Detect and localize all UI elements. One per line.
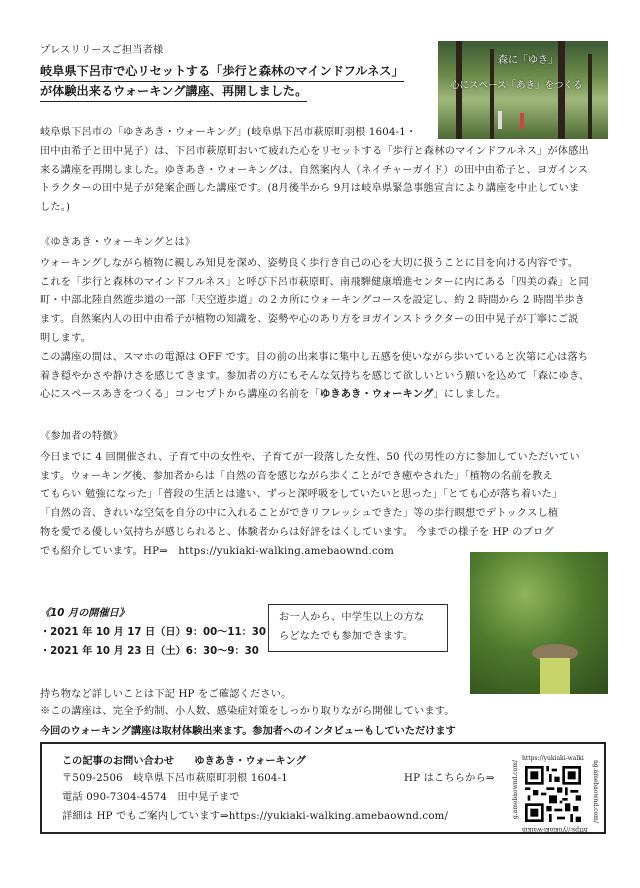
participants-line: てもらい 勉強になった」「普段の生活とは違い、ずっと深呼吸をしていたいと思った」「とても心が落ち着いた」 [40, 489, 563, 501]
contact-details[interactable]: 詳細は HP でもご案内しています⇒https://yukiaki-walking.amebaownd.com/ [62, 811, 449, 822]
qr-code[interactable] [525, 766, 581, 822]
about-line-text: 心にスペースあきをつくる」コンセプトから講座の名前を「 [40, 389, 320, 401]
schedule-heading: 《10 月の開催日》 [40, 608, 130, 619]
intro-line: トラクターの田中晃子が発案企画した講座です。(8月後半から 9月は岐阜県緊急事態宣言により講座を中止していま [40, 183, 580, 195]
title-line-2: が体験出来るウォーキング講座、再開しました。 [40, 82, 307, 102]
recipient: プレスリリースご担当者様 [40, 45, 164, 56]
schedule-date: ・2021 年 10 月 17 日（日）9：00～11：30 [40, 627, 266, 638]
participants-line: 今日までに 4 回開催され、子育て中の女性や、子育てが一段落した女性、50 代の男性の方に参加していただいてい [40, 451, 580, 463]
contact-phone: 電話 090-7304-4574 田中晃子まで [62, 792, 240, 803]
section-heading: 《参加者の特徴》 [40, 431, 124, 442]
note-line: らどなたでも参加できます。 [279, 630, 414, 642]
schedule-date: ・2021 年 10 月 23 日（土）6：30～9：30 [40, 646, 259, 657]
qr-url-top: https://yukiaki-walki [522, 755, 584, 762]
intro-line: 岐阜県下呂市の「ゆきあき・ウォーキング」(岐阜県下呂市萩原町羽根 1604-1・ [40, 127, 417, 138]
intro-line: 田中由希子と田中晃子）は、下呂市萩原町おいて疲れた心をリセットする「歩行と森林のマインドフルネス」が体感出 [40, 145, 589, 157]
about-line-text: 」にしました。 [433, 389, 507, 401]
participant-photo [470, 552, 608, 694]
note-line: お一人から、中学生以上の方な [279, 612, 425, 623]
qr-code-icon [525, 766, 581, 822]
about-line-last [40, 386, 589, 405]
intro-paragraph [40, 124, 589, 218]
participants-line: 「自然の音、きれいな空気を自分の中に入れることができリフレッシュできた」等の歩行瞑想でデトックスし植 [40, 508, 559, 520]
participants-section [40, 428, 580, 562]
title-line-1: 岐阜県下呂市で心リセットする「歩行と森林のマインドフルネス」 [40, 62, 404, 82]
participants-line: ます。ウォーキング後、参加者からは「自然の音を感じながら歩くことができ癒やされた」「植物の名前を教え [40, 470, 553, 482]
about-line: この講座の間は、スマホの電源は OFF です。目の前の出来事に集中し五感を使いながら歩いていると次第に心は落ち [40, 351, 589, 363]
intro-line: 来る講座を再開しました。ゆきあき・ウォーキングは、自然案内人（ネイチャーガイド）の田中由希子と、ヨガインス [40, 164, 589, 176]
qr-url-left: g.amebaownd.com/ [512, 760, 519, 820]
reservation-note: ※この講座は、完全予約制、小人数、感染症対策をしっかり取りながら開催しています。 [40, 706, 455, 717]
intro-line: した。) [40, 202, 71, 214]
contact-address: 〒509-2506 岐阜県下呂市萩原町羽根 1604-1 [62, 773, 288, 784]
about-section [40, 234, 589, 405]
participants-line: でも紹介しています。HP⇒ https://yukiaki-walking.amebaownd.com [40, 545, 395, 557]
page-title [40, 62, 404, 102]
contact-heading: この記事のお問い合わせ ゆきあき・ウォーキング [62, 756, 306, 767]
about-line: 明します。 [40, 332, 92, 344]
about-line: 町・中部北陸自然遊歩道の一部「天空遊歩道」の２カ所にウォーキングコースを設定し、約 2 時間から 2 時間半歩き [40, 295, 586, 307]
participants-line: 物を愛でる優しい気持ちが感じられると、体験者からは好評をはくしています。 今までの様子を HP のブログ [40, 526, 554, 538]
hp-label: HP はこちらから⇒ [404, 773, 495, 784]
about-line: これを「歩行と森林のマインドフルネス」と呼び下呂市萩原町、南飛騨健康増進センターに内にある「四美の森」と同 [40, 276, 589, 288]
qr-url-right: ng.amebaownd.com/ [592, 760, 599, 823]
photo-caption-1: 森に「ゆき」 [498, 55, 558, 66]
participation-note-box [268, 604, 448, 652]
section-heading: 《ゆきあき・ウォーキングとは》 [40, 237, 196, 248]
about-line: 着き穏やかさや静けさを感じてきます。参加者の方にもそんな気持ちを感じて欲しいという願いを込めて「森にゆき、 [40, 370, 590, 382]
bring-items-note: 持ち物など詳しいことは下記 HP をご確認ください。 [40, 689, 292, 700]
person-figure [540, 658, 570, 694]
interview-note: 今回のウォーキング講座は取材体験出来ます。参加者へのインタビューもしていただけます [40, 726, 456, 737]
qr-url-bottom: https://yukiaki-walkin [522, 826, 588, 833]
schedule [40, 604, 266, 661]
about-line: ます。自然案内人の田中由希子が植物の知識を、姿勢や心のあり方をヨガインストラクターの田中晃子が丁寧にご説 [40, 314, 579, 326]
about-line: ウォーキングしながら植物に親しみ知見を深め、姿勢良く歩行き自己の心を大切に扱うことに目を向ける内容です。 [40, 257, 579, 269]
photo-caption-2: 心にスペース「あき」をつくる [450, 80, 583, 91]
course-name: ゆきあき・ウォーキング [319, 389, 434, 401]
